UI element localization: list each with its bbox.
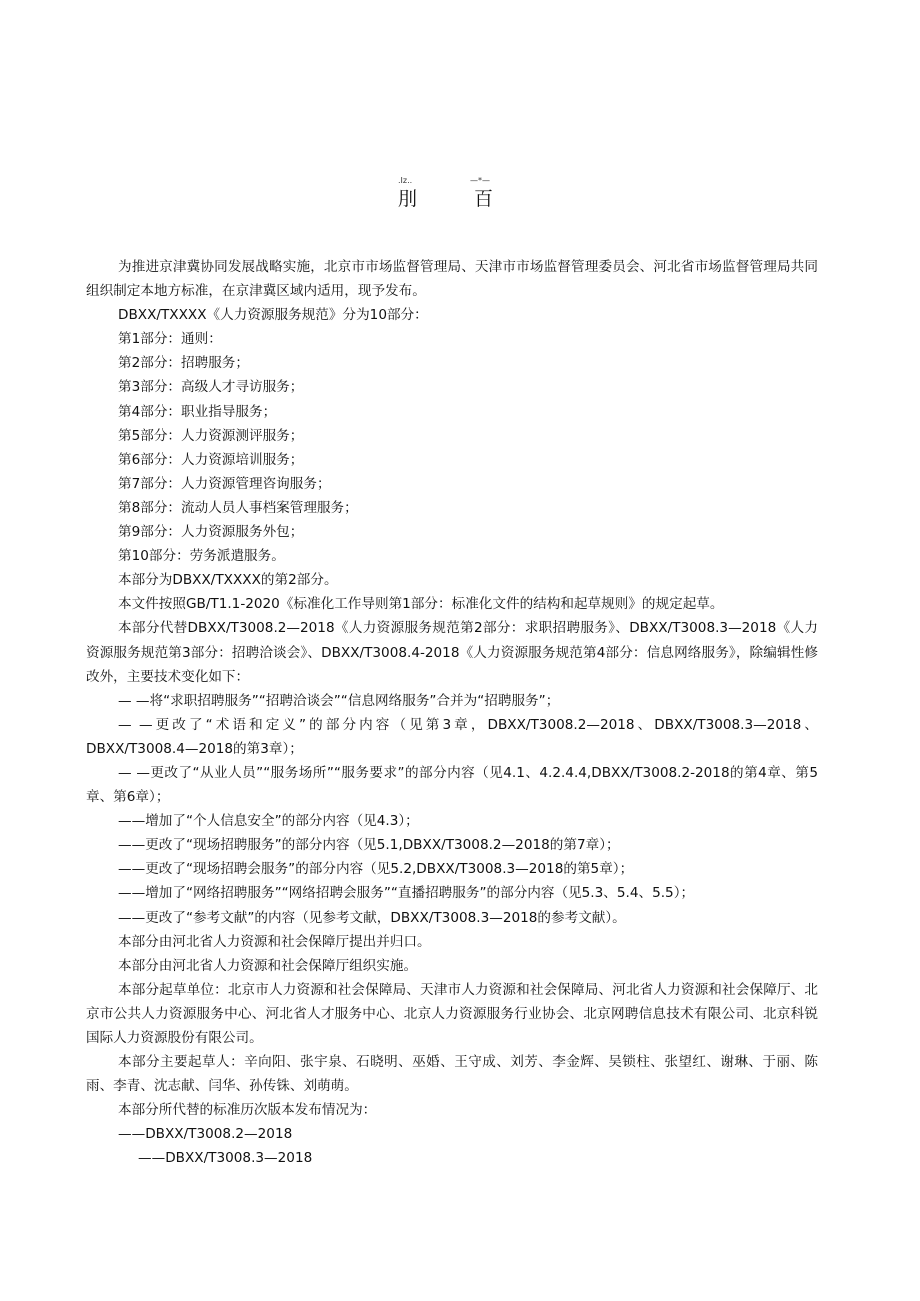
change-item: — —更改了“从业人员”“服务场所”“服务要求”的部分内容（见4.1、4.2.4.4,DBXX/T3008.2-2018的第4章、第5章、第6章）； (86, 764, 818, 806)
paragraph-implemented-by: 本部分由河北省人力资源和社会保障厅组织实施。 (118, 957, 418, 974)
change-item: ——更改了“现场招聘会服务”的部分内容（见5.2,DBXX/T3008.3—2018的第5章）； (118, 861, 634, 878)
list-item-part-3: 第3部分：高级人才寻访服务； (118, 379, 304, 396)
paragraph-drafting-rules: 本文件按照GB/T1.1-2020《标准化工作导则第1部分：标准化文件的结构和起草规则》的规定起草。 (118, 596, 724, 613)
history-item: ——DBXX/T3008.3—2018 (138, 1150, 313, 1167)
change-item: ——更改了“参考文献”的内容（见参考文献，DBXX/T3008.3—2018的参考文献）。 (118, 909, 626, 926)
list-item-part-8: 第8部分：流动人员人事档案管理服务； (118, 499, 358, 516)
history-item: ——DBXX/T3008.2—2018 (118, 1126, 293, 1143)
change-item: ——增加了“网络招聘服务”“网络招聘会服务”“直播招聘服务”的部分内容（见5.3、5.4、5.5）； (118, 885, 695, 902)
paragraph-parts-heading: DBXX/TXXXX《人力资源服务规范》分为10部分： (118, 307, 428, 324)
list-item-part-6: 第6部分：人力资源培训服务； (118, 451, 304, 468)
foreword-body (86, 255, 818, 1171)
heading-mark-left: .Iz.. (398, 176, 413, 185)
paragraph-drafters: 本部分主要起草人：辛向阳、张宇泉、石晓明、巫婚、王守成、刘芳、李金辉、吴锁柱、张望红、谢琳、于丽、陈雨、李青、沈志献、闫华、孙传铢、刘萌萌。 (86, 1054, 818, 1095)
list-item-part-4: 第4部分：职业指导服务； (118, 403, 277, 420)
paragraph-replaces: 本部分代替DBXX/T3008.2—2018《人力资源服务规范第2部分：求职招聘服务》、DBXX/T3008.3—2018《人力资源服务规范第3部分：招聘洽谈会》、DBXX/T3008.4-2018《人力资源服务规范第4部分：信息网络服务》，除编辑性修改外，主要技术变化如下： (86, 620, 818, 685)
paragraph-proposed-by: 本部分由河北省人力资源和社会保障厅提出并归口。 (118, 933, 431, 950)
paragraph-this-part: 本部分为DBXX/TXXXX的第2部分。 (118, 572, 338, 589)
change-item: ——增加了“个人信息安全”的部分内容（见4.3）； (118, 813, 419, 830)
heading-char-left: 刖 (398, 188, 418, 210)
heading-mark-right: —*— (470, 176, 490, 185)
change-item: ——更改了“现场招聘服务”的部分内容（见5.1,DBXX/T3008.2—2018的第7章）； (118, 837, 620, 854)
change-item: — —将“求职招聘服务”“招聘洽谈会”“信息网络服务”合并为“招聘服务”； (118, 692, 560, 709)
change-item: — —更改了“术语和定义”的部分内容（见第3章，DBXX/T3008.2—2018、DBXX/T3008.3—2018、DBXX/T3008.4—2018的第3章）； (86, 716, 818, 757)
list-item-part-9: 第9部分：人力资源服务外包； (118, 524, 304, 541)
paragraph-intro: 为推进京津冀协同发展战略实施，北京市市场监督管理局、天津市市场监督管理委员会、河北省市场监督管理局共同组织制定本地方标准，在京津冀区域内适用，现予发布。 (86, 259, 818, 300)
list-item-part-7: 第7部分：人力资源管理咨询服务； (118, 475, 331, 492)
list-item-part-1: 第1部分：通则： (118, 331, 222, 348)
list-item-part-2: 第2部分：招聘服务； (118, 355, 249, 372)
list-item-part-5: 第5部分：人力资源测评服务； (118, 427, 304, 444)
paragraph-history-heading: 本部分所代替的标准历次版本发布情况为： (118, 1102, 377, 1119)
paragraph-drafting-units: 本部分起草单位：北京市人力资源和社会保障局、天津市人力资源和社会保障局、河北省人力资源和社会保障厅、北京市公共人力资源服务中心、河北省人才服务中心、北京人力资源服务行业协会、北京网聘信息技术有限公司、北京科锐国际人力资源股份有限公司。 (86, 981, 818, 1046)
heading-char-right: 百 (474, 188, 494, 210)
list-item-part-10: 第10部分：劳务派遣服务。 (118, 548, 285, 565)
foreword-heading (0, 176, 920, 216)
